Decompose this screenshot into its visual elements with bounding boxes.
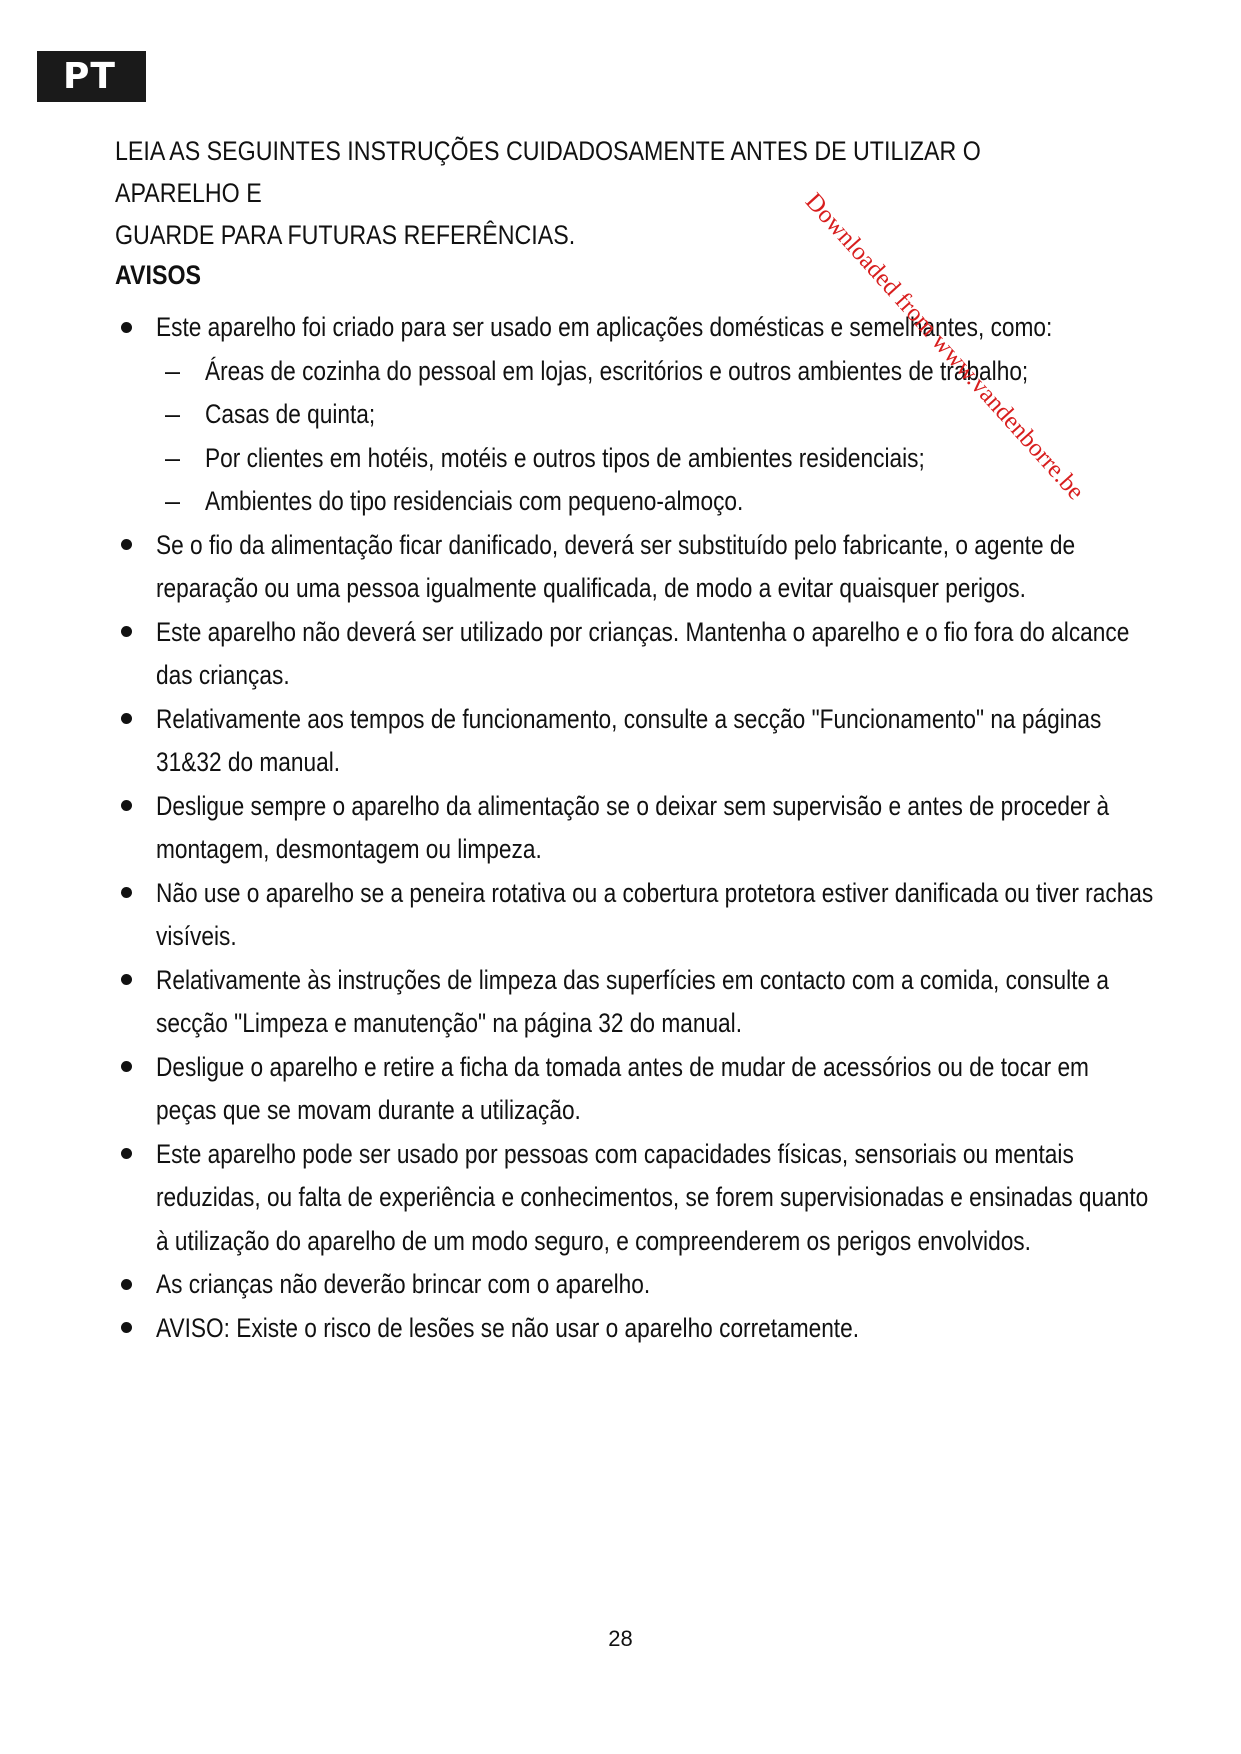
list-item (115, 524, 1205, 611)
bullet-icon (119, 698, 133, 740)
bullet-icon (119, 1307, 133, 1349)
list-item-text: Desligue sempre o aparelho da alimentação se o deixar sem supervisão e antes de proceder à montagem, desmontagem ou limpeza. (156, 790, 1110, 864)
bullet-icon (119, 1046, 133, 1088)
list-item (115, 1133, 1205, 1264)
sub-list-item-text: Áreas de cozinha do pessoal em lojas, escritórios e outros ambientes de trabalho; (205, 355, 1029, 386)
list-item-text: Relativamente aos tempos de funcionamento, consulte a secção "Funcionamento" na páginas 31&32 do manual. (156, 703, 1102, 777)
list-item (115, 1263, 1205, 1307)
list-item (115, 1046, 1205, 1133)
bullet-icon (119, 872, 133, 914)
dash-icon: – (165, 486, 181, 516)
bullet-icon (119, 785, 133, 827)
list-item-text: Não use o aparelho se a peneira rotativa ou a cobertura protetora estiver danificada ou tiver rachas visíveis. (156, 877, 1154, 951)
sub-list-item-text: Ambientes do tipo residenciais com pequeno-almoço. (205, 486, 744, 516)
list-item (115, 611, 1205, 698)
page-number: 28 (608, 1626, 633, 1651)
bullet-icon (119, 1133, 133, 1175)
list-item-text: Este aparelho foi criado para ser usado em aplicações domésticas e semelhantes, como: (156, 312, 1053, 342)
bullet-icon (119, 959, 133, 1001)
list-item (115, 959, 1205, 1046)
list-item (115, 785, 1205, 872)
intro-line-2: GUARDE PARA FUTURAS REFERÊNCIAS. (115, 220, 576, 250)
sub-list-item (115, 480, 1205, 524)
dash-icon: – (165, 355, 181, 386)
intro-line-1: LEIA AS SEGUINTES INSTRUÇÕES CUIDADOSAMENTE ANTES DE UTILIZAR O APARELHO E (115, 136, 981, 208)
language-label: PT (63, 56, 116, 97)
bullet-icon (119, 611, 133, 653)
sub-list-item-text: Casas de quinta; (205, 399, 376, 429)
list-item (115, 1307, 1205, 1351)
sub-list-item-text: Por clientes em hotéis, motéis e outros tipos de ambientes residenciais; (205, 442, 925, 473)
bullet-icon (119, 524, 133, 566)
bullet-icon (119, 1263, 133, 1305)
sub-list-item (115, 393, 1205, 437)
list-item-text: Este aparelho pode ser usado por pessoas com capacidades físicas, sensoriais ou mentais reduzidas, ou falta de experiência e conhecimentos, se forem supervisionadas e ensinadas quanto à utilização do aparelho de um modo seguro, e compreenderem os perigos envolvidos. (156, 1138, 1149, 1256)
list-item-text: AVISO: Existe o risco de lesões se não usar o aparelho corretamente. (156, 1312, 860, 1343)
sub-list-item (115, 350, 1205, 394)
list-item-text: As crianças não deverão brincar com o aparelho. (156, 1269, 651, 1299)
list-item (115, 872, 1205, 959)
intro-notice (115, 130, 1061, 256)
list-item-text: Este aparelho não deverá ser utilizado por crianças. Mantenha o aparelho e o fio fora do alcance das crianças. (156, 616, 1130, 690)
dash-icon: – (165, 399, 181, 429)
dash-icon: – (165, 442, 181, 473)
bullet-icon (119, 306, 133, 348)
download-watermark: Downloaded from www.vandenborre.be (799, 188, 1090, 506)
list-item-text: Desligue o aparelho e retire a ficha da tomada antes de mudar de acessórios ou de tocar em peças que se movam durante a utilização. (156, 1051, 1089, 1125)
list-item (115, 698, 1205, 785)
list-item-text: Se o fio da alimentação ficar danificado, deverá ser substituído pelo fabricante, o agente de reparação ou uma pessoa igualmente qualificada, de modo a evitar quaisquer perigos. (156, 529, 1076, 603)
section-title: AVISOS (115, 260, 202, 290)
language-badge (37, 51, 146, 102)
list-item-text: Relativamente às instruções de limpeza das superfícies em contacto com a comida, consulte a secção "Limpeza e manutenção" na página 32 do manual. (156, 964, 1110, 1038)
list-item (115, 306, 1205, 350)
